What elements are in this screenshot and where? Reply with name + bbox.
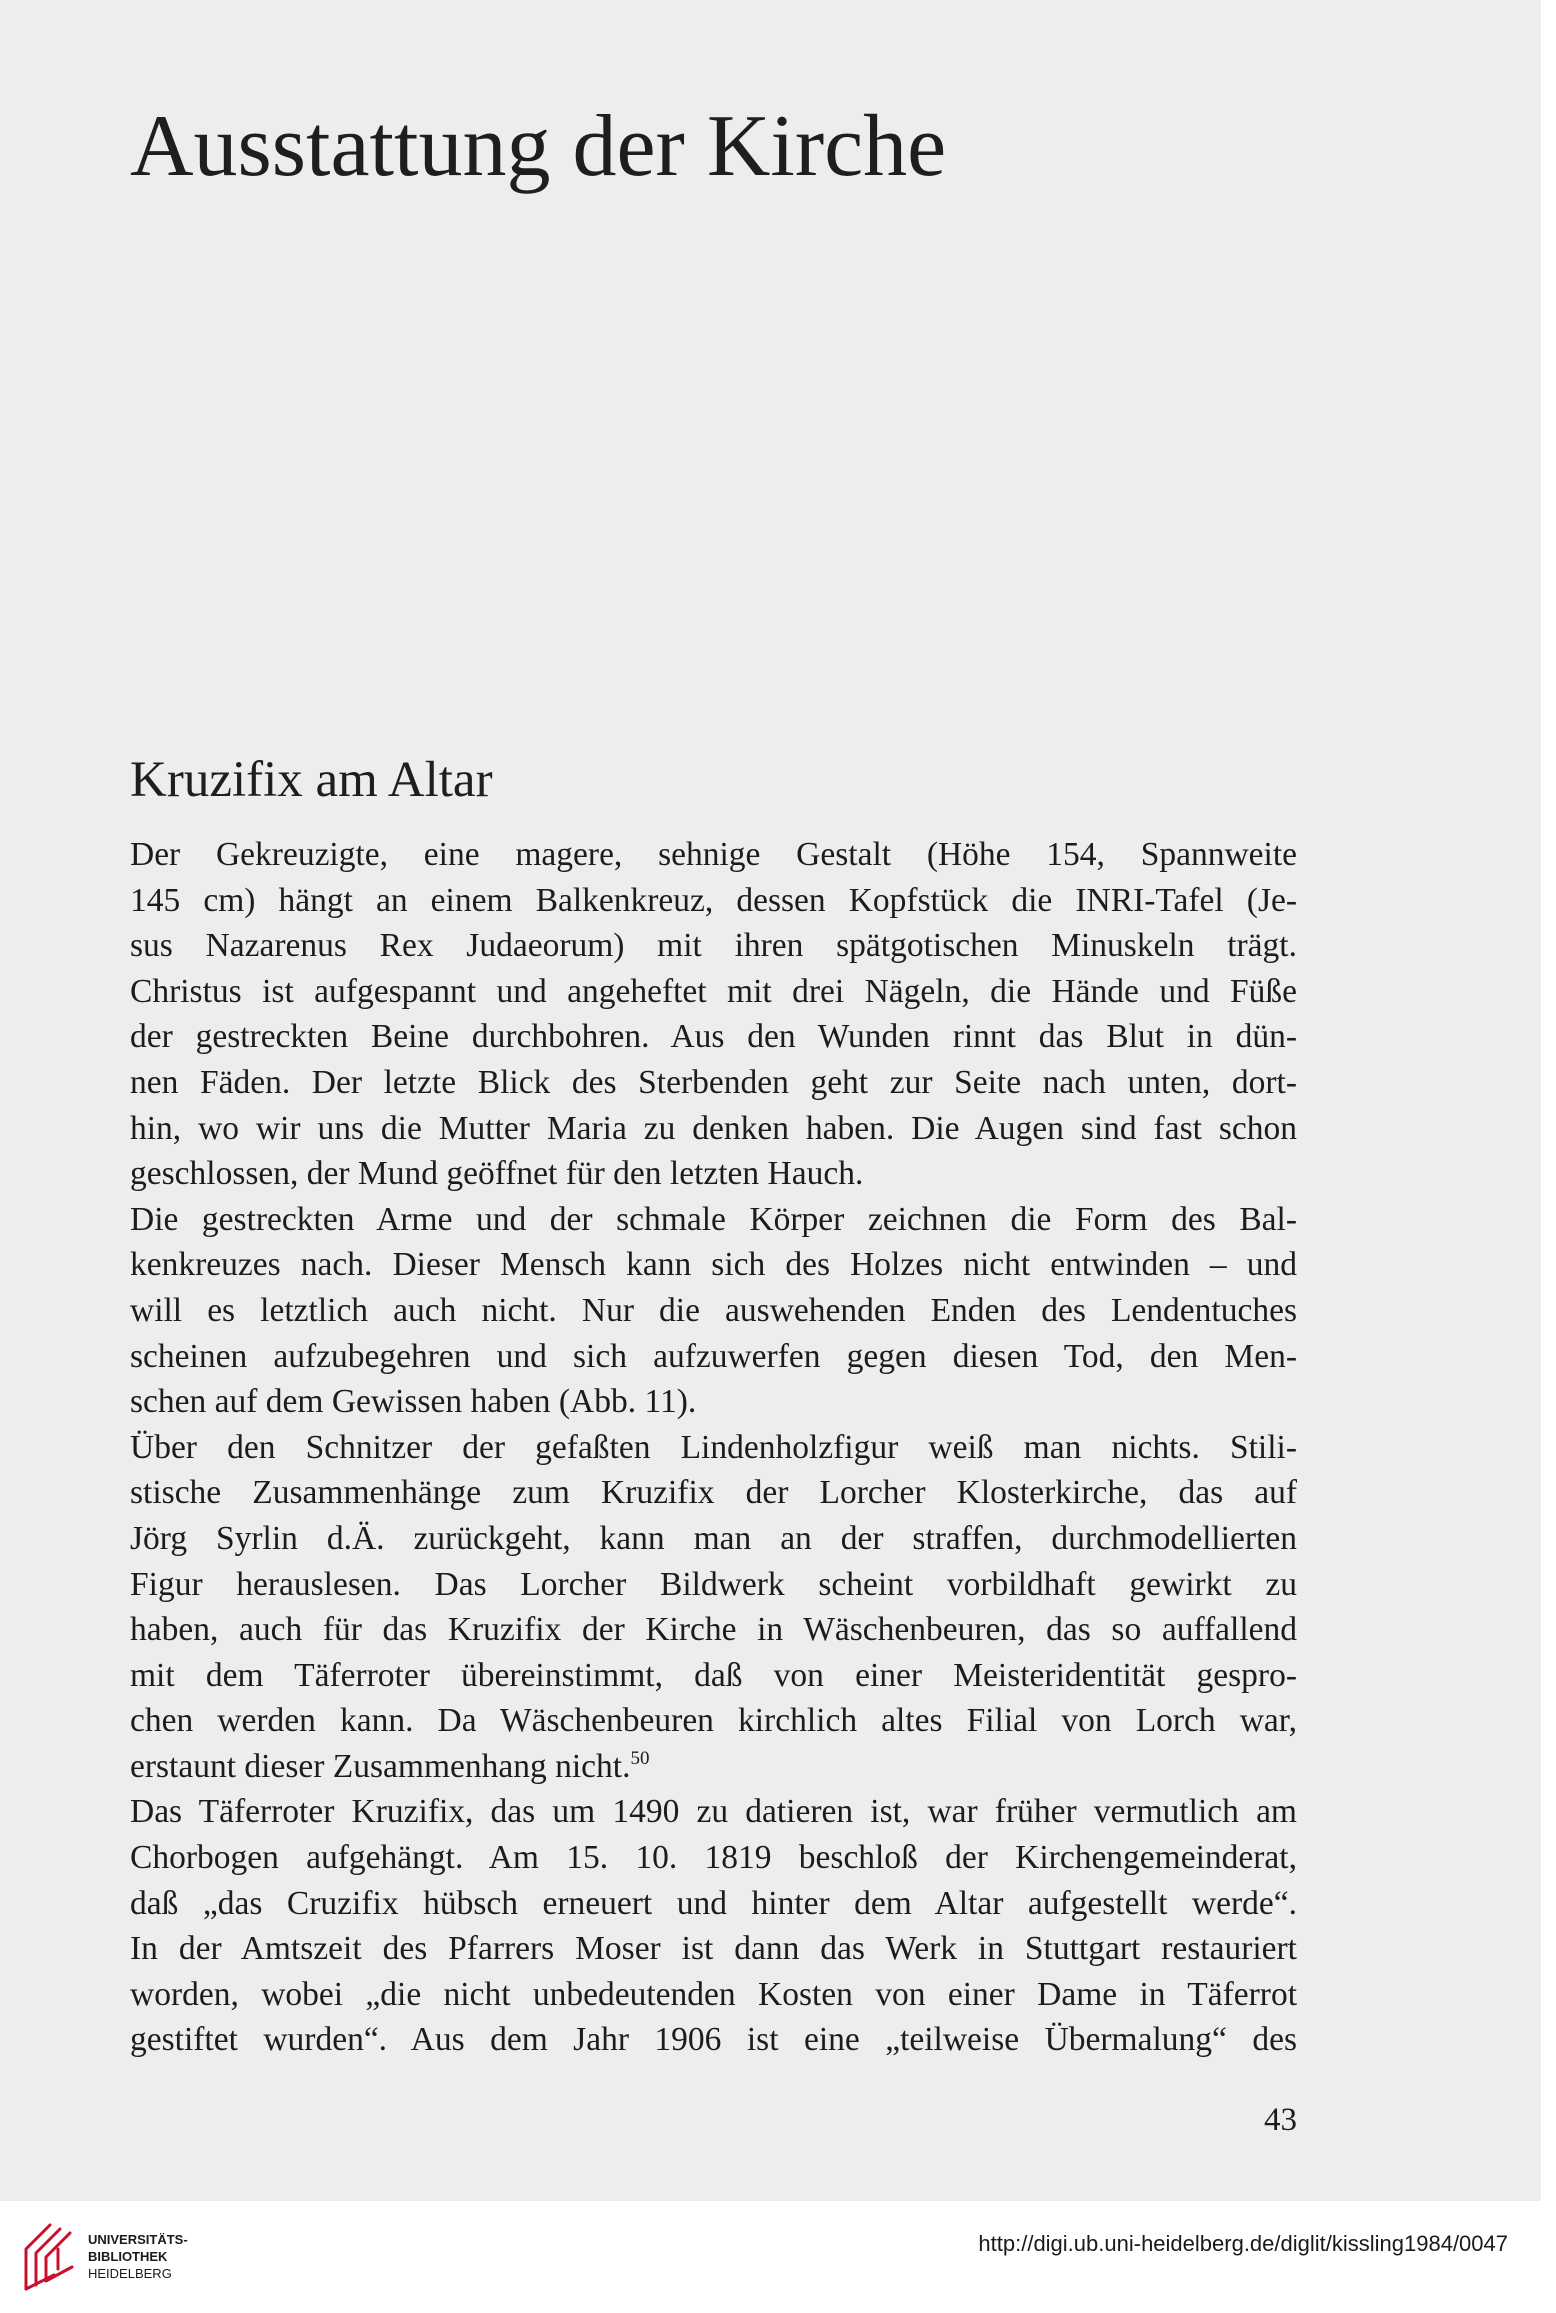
digitization-footer bbox=[0, 2201, 1556, 2313]
text-line: will es letztlich auch nicht. Nur die auswehenden Enden des Lendentuches bbox=[130, 1291, 1297, 1329]
text-line: scheinen aufzubegehren und sich aufzuwerfen gegen diesen Tod, den Men- bbox=[130, 1337, 1297, 1375]
text-line: mit dem Täferroter übereinstimmt, daß von einer Meisteridentität gespro- bbox=[130, 1656, 1297, 1694]
permalink-url[interactable]: http://digi.ub.uni-heidelberg.de/diglit/kissling1984/0047 bbox=[978, 2231, 1508, 2256]
text-line: nen Fäden. Der letzte Blick des Sterbenden geht zur Seite nach unten, dort- bbox=[130, 1063, 1297, 1101]
text-line: Über den Schnitzer der gefaßten Lindenholzfigur weiß man nichts. Stili- bbox=[130, 1428, 1297, 1466]
text-line: der gestreckten Beine durchbohren. Aus den Wunden rinnt das Blut in dün- bbox=[130, 1018, 1297, 1056]
text-line: kenkreuzes nach. Dieser Mensch kann sich des Holzes nicht entwinden – und bbox=[130, 1246, 1297, 1284]
library-name-line: UNIVERSITÄTS- bbox=[88, 2232, 188, 2247]
section-heading: Kruzifix am Altar bbox=[130, 752, 493, 808]
text-line: 145 cm) hängt an einem Balkenkreuz, dessen Kopfstück die INRI-Tafel (Je- bbox=[130, 881, 1297, 919]
paragraph-3 bbox=[130, 1425, 1297, 1790]
text-line: Jörg Syrlin d.Ä. zurückgeht, kann man an der straffen, durchmodellierten bbox=[130, 1519, 1297, 1557]
text-line: sus Nazarenus Rex Judaeorum) mit ihren spätgotischen Minuskeln trägt. bbox=[130, 927, 1297, 965]
paragraph-1 bbox=[130, 832, 1297, 1197]
page-number: 43 bbox=[1264, 2102, 1297, 2138]
text-line: Der Gekreuzigte, eine magere, sehnige Gestalt (Höhe 154, Spannweite bbox=[130, 836, 1297, 873]
paragraph-2 bbox=[130, 1197, 1297, 1425]
text-line: Die gestreckten Arme und der schmale Körper zeichnen die Form des Bal- bbox=[130, 1200, 1297, 1238]
text-line-content: erstaunt dieser Zusammenhang nicht. bbox=[130, 1747, 631, 1785]
text-line: Christus ist aufgespannt und angeheftet mit drei Nägeln, die Hände und Füße bbox=[130, 972, 1297, 1010]
library-name-line: HEIDELBERG bbox=[88, 2266, 172, 2281]
text-line: gestiftet wurden“. Aus dem Jahr 1906 ist eine „teilweise Übermalung“ des bbox=[130, 2021, 1297, 2059]
library-name bbox=[88, 2231, 188, 2282]
footnote-reference[interactable]: 50 bbox=[630, 1747, 650, 1769]
text-line: Das Täferroter Kruzifix, das um 1490 zu datieren ist, war früher vermutlich am bbox=[130, 1793, 1297, 1831]
text-line: daß „das Cruzifix hübsch erneuert und hinter dem Altar aufgestellt werde“. bbox=[130, 1884, 1297, 1922]
text-line: schen auf dem Gewissen haben (Abb. 11). bbox=[130, 1383, 697, 1421]
text-line: stische Zusammenhänge zum Kruzifix der Lorcher Klosterkirche, das auf bbox=[130, 1474, 1297, 1512]
text-line: Figur herauslesen. Das Lorcher Bildwerk scheint vorbildhaft gewirkt zu bbox=[130, 1565, 1297, 1603]
text-line: haben, auch für das Kruzifix der Kirche in Wäschenbeuren, das so auffallend bbox=[130, 1611, 1297, 1649]
text-line bbox=[130, 1744, 1297, 1790]
text-line: worden, wobei „die nicht unbedeutenden Kosten von einer Dame in Täferrot bbox=[130, 1975, 1297, 2013]
text-line: Chorbogen aufgehängt. Am 15. 10. 1819 beschloß der Kirchengemeinderat, bbox=[130, 1839, 1297, 1877]
text-line: In der Amtszeit des Pfarrers Moser ist dann das Werk in Stuttgart restauriert bbox=[130, 1930, 1297, 1968]
body-text bbox=[130, 832, 1297, 2063]
paragraph-4 bbox=[130, 1789, 1297, 2063]
page-edge bbox=[1541, 0, 1556, 2201]
text-line: hin, wo wir uns die Mutter Maria zu denken haben. Die Augen sind fast schon bbox=[130, 1109, 1297, 1147]
page-title: Ausstattung der Kirche bbox=[130, 98, 947, 195]
library-name-line: BIBLIOTHEK bbox=[88, 2249, 168, 2264]
text-line: chen werden kann. Da Wäschenbeuren kirchlich altes Filial von Lorch war, bbox=[130, 1702, 1297, 1740]
text-line: geschlossen, der Mund geöffnet für den letzten Hauch. bbox=[130, 1155, 864, 1193]
ub-heidelberg-logo-icon[interactable] bbox=[14, 2219, 84, 2295]
